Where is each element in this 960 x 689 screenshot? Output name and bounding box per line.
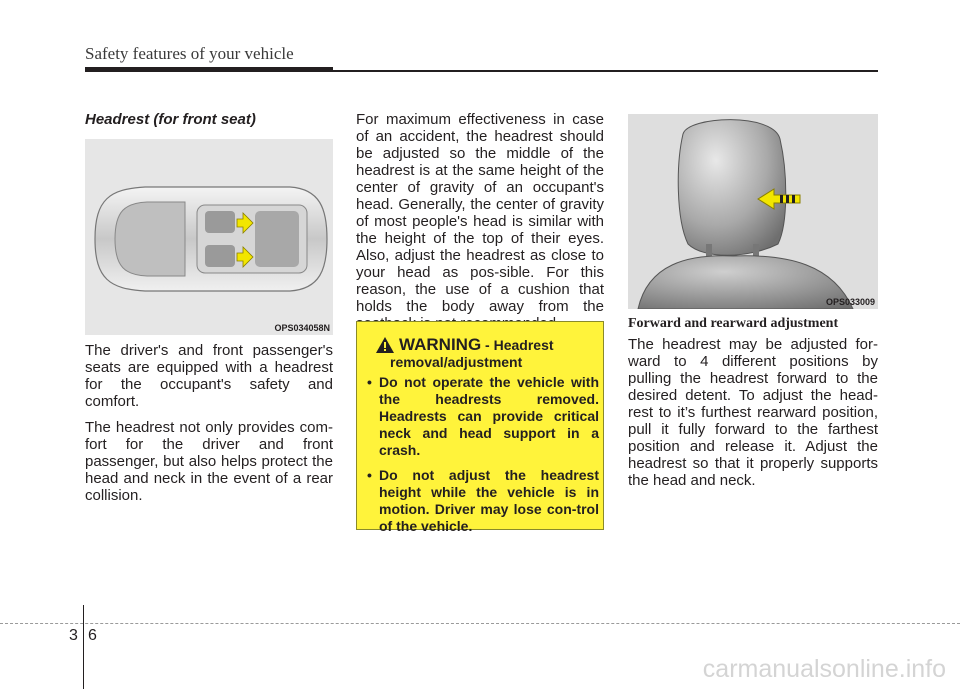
headrest-illustration xyxy=(628,114,878,309)
header-bar xyxy=(85,67,333,72)
right-text xyxy=(628,336,878,498)
warning-subtitle: removal/adjustment xyxy=(390,354,523,370)
subsection-title: Forward and rearward adjustment xyxy=(628,316,839,331)
chapter-number: 3 xyxy=(69,627,78,644)
footer-rule xyxy=(0,623,960,625)
paragraph: The driver's and front passenger's seats are equipped with a headrest for the occupant's safety and comfort. xyxy=(85,342,333,410)
left-text xyxy=(85,342,333,513)
watermark: carmanualsonline.info xyxy=(702,655,946,683)
middle-text xyxy=(356,111,604,341)
warning-item-text: Do not adjust the headrest height while the vehicle is in motion. Driver may lose con-trol of the vehicle. xyxy=(379,467,599,534)
warning-box xyxy=(356,321,604,534)
warning-title: WARNING xyxy=(399,335,482,354)
warning-heading xyxy=(399,335,554,355)
page-number: 6 xyxy=(88,627,97,644)
paragraph: For maximum effectiveness in case of an accident, the headrest should be adjusted so the middle of the headrest is at the same height of the center of gravity of an occupant's head. Generally, the center of gravity of most people's head is similar with the height of the top of their eyes. Also, adjust the headrest as close to your head as pos-sible. For this reason, the use of a cushion that holds the body away from the xyxy=(356,111,604,315)
paragraph: The headrest not only provides com-fort for the driver and front passenger, but also helps protect the head and neck in the event of a rear collision. xyxy=(85,419,333,504)
figure-code: OPS034058N xyxy=(274,323,330,333)
warning-title-suffix: - Headrest xyxy=(481,337,554,353)
warning-item xyxy=(367,467,599,535)
warning-list xyxy=(367,374,599,543)
section-title: Headrest (for front seat) xyxy=(85,111,256,128)
car-top-view-illustration xyxy=(85,139,333,335)
headrest-figure xyxy=(628,114,878,309)
car-top-view-figure xyxy=(85,139,333,335)
paragraph: The headrest may be adjusted for-ward to 4 different positions by pulling the headrest forward to the desired detent. To adjust the head-rest to it’s furthest rearward position, pull it fully forward to the farthest position and release it. Adjust the headrest so that it properly supports the head and neck. xyxy=(628,336,878,489)
header-rule xyxy=(333,70,878,72)
warning-triangle-icon xyxy=(375,336,395,354)
figure-code: OPS033009 xyxy=(825,297,875,307)
bullet: • xyxy=(367,374,372,390)
footer-divider xyxy=(83,605,84,689)
warning-item xyxy=(367,374,599,459)
page-header-title: Safety features of your vehicle xyxy=(85,44,294,63)
warning-item-text: Do not operate the vehicle with the headrests removed. Headrests can provide critical neck and head support in a crash. xyxy=(379,374,599,458)
bullet: • xyxy=(367,467,372,483)
